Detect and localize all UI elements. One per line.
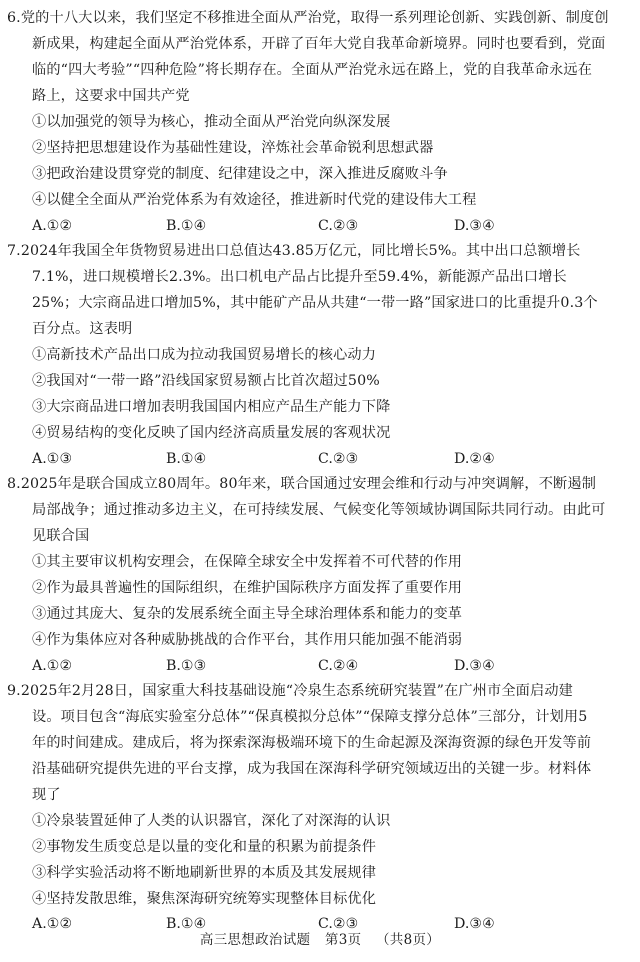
answer-choice-b: B.①④ bbox=[166, 218, 207, 234]
question-stem-line: 9.2025年2月28日，国家重大科技基础设施“冷泉生态系统研究装置”在广州市全面启动建 bbox=[7, 683, 574, 699]
statement-option: ③把政治建设贯穿党的制度、纪律建设之中，深入推进反腐败斗争 bbox=[32, 166, 448, 182]
question-stem-line: 现了 bbox=[32, 787, 61, 803]
question-stem-line: 见联合国 bbox=[32, 528, 90, 544]
question-stem-line: 7.2024年我国全年货物贸易进出口总值达43.85万亿元，同比增长5%。其中出口总额增长 bbox=[7, 243, 581, 259]
question-stem-line: 7.1%，进口规模增长2.3%。出口机电产品占比提升至59.4%，新能源产品出口增长 bbox=[32, 269, 567, 285]
answer-choice-a: A.①② bbox=[32, 218, 73, 234]
statement-option: ②坚持把思想建设作为基础性建设，淬炼社会革命锐利思想武器 bbox=[32, 140, 434, 156]
statement-option: ②我国对“一带一路”沿线国家贸易额占比首次超过50% bbox=[32, 373, 380, 389]
answer-choice-b: B.①④ bbox=[166, 916, 207, 932]
statement-option: ①冷泉装置延伸了人类的认识器官，深化了对深海的认识 bbox=[32, 813, 391, 829]
answer-choice-b: B.①④ bbox=[166, 451, 207, 467]
question-stem-line: 25%；大宗商品进口增加5%，其中能矿产品从共建“一带一路”国家进口的比重提升0.3个 bbox=[32, 295, 598, 311]
question-stem-line: 6.党的十八大以来，我们坚定不移推进全面从严治党，取得一系列理论创新、实践创新、制度创 bbox=[7, 10, 609, 26]
question-stem-line: 8.2025年是联合国成立80周年。80年来，联合国通过安理会维和行动与冲突调解，不断遏制 bbox=[7, 476, 597, 492]
footer-page-number: 第3页 bbox=[324, 932, 362, 948]
statement-option: ①高新技术产品出口成为拉动我国贸易增长的核心动力 bbox=[32, 347, 377, 363]
answer-choice-c: C.②④ bbox=[318, 658, 359, 674]
answer-choice-c: C.②③ bbox=[318, 451, 359, 467]
answer-choice-d: D.③④ bbox=[454, 658, 495, 674]
answer-choice-d: D.②④ bbox=[454, 451, 495, 467]
question-stem-line: 沿基础研究提供先进的平台支撑，成为我国在深海科学研究领域迈出的关键一步。材料体 bbox=[32, 761, 592, 777]
question-stem-line: 设。项目包含“海底实验室分总体”“保真模拟分总体”“保障支撑分总体”三部分，计划用5 bbox=[32, 709, 588, 725]
statement-option: ②事物发生质变总是以量的变化和量的积累为前提条件 bbox=[32, 839, 377, 855]
statement-option: ③大宗商品进口增加表明我国国内相应产品生产能力下降 bbox=[32, 399, 391, 415]
answer-choice-a: A.①② bbox=[32, 916, 73, 932]
question-stem-line: 临的“四大考验”“四种危险”将长期存在。全面从严治党永远在路上，党的自我革命永远在 bbox=[32, 62, 593, 78]
statement-option: ④坚持发散思维，聚焦深海研究统筹实现整体目标优化 bbox=[32, 891, 377, 907]
question-stem-line: 路上，这要求中国共产党 bbox=[32, 88, 190, 104]
answer-choice-a: A.①③ bbox=[32, 451, 73, 467]
answer-choice-d: D.③④ bbox=[454, 916, 495, 932]
statement-option: ③科学实验活动将不断地刷新世界的本质及其发展规律 bbox=[32, 865, 377, 881]
question-stem-line: 局部战争；通过推动多边主义，在可持续发展、气候变化等领域协调国际共同行动。由此可 bbox=[32, 502, 606, 518]
answer-choice-c: C.②③ bbox=[318, 218, 359, 234]
statement-option: ①以加强党的领导为核心，推动全面从严治党向纵深发展 bbox=[32, 114, 391, 130]
footer-title: 高三思想政治试题 bbox=[199, 932, 311, 948]
footer-total-pages: （共8页） bbox=[376, 932, 441, 948]
question-stem-line: 百分点。这表明 bbox=[32, 321, 133, 337]
statement-option: ④作为集体应对各种威胁挑战的合作平台，其作用只能加强不能消弱 bbox=[32, 632, 463, 648]
question-stem-line: 年的时间建成。建成后，将为探索深海极端环境下的生命起源及深海资源的绿色开发等前 bbox=[32, 735, 592, 751]
statement-option: ②作为最具普遍性的国际组织，在维护国际秩序方面发挥了重要作用 bbox=[32, 580, 463, 596]
statement-option: ④以健全全面从严治党体系为有效途径，推进新时代党的建设伟大工程 bbox=[32, 192, 477, 208]
answer-choice-a: A.①② bbox=[32, 658, 73, 674]
question-stem-line: 新成果，构建起全面从严治党体系，开辟了百年大党自我革命新境界。同时也要看到，党面 bbox=[32, 36, 606, 52]
statement-option: ④贸易结构的变化反映了国内经济高质量发展的客观状况 bbox=[32, 425, 391, 441]
page-footer bbox=[0, 931, 640, 949]
answer-choice-b: B.①③ bbox=[166, 658, 207, 674]
statement-option: ①其主要审议机构安理会，在保障全球安全中发挥着不可代替的作用 bbox=[32, 554, 463, 570]
answer-choice-d: D.③④ bbox=[454, 218, 495, 234]
statement-option: ③通过其庞大、复杂的发展系统全面主导全球治理体系和能力的变革 bbox=[32, 606, 463, 622]
answer-choice-c: C.②③ bbox=[318, 916, 359, 932]
